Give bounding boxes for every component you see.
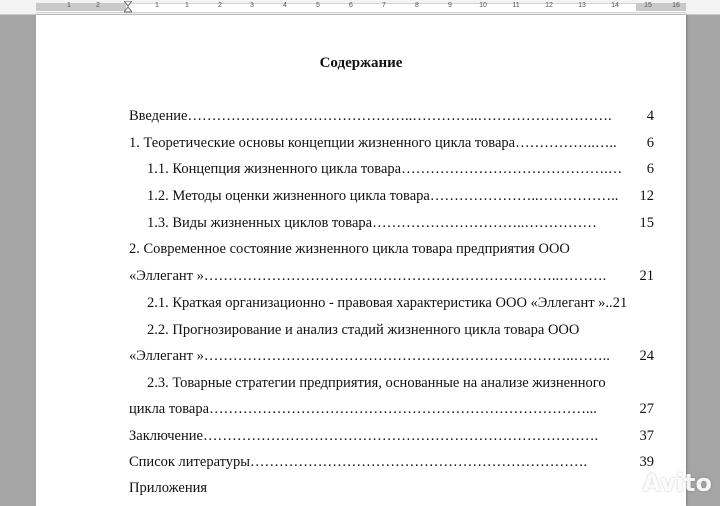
toc-entry[interactable] bbox=[147, 295, 627, 312]
toc-leader-dots: …………………..…………….. bbox=[429, 188, 619, 204]
ruler-number: 10 bbox=[479, 2, 487, 9]
indent-marker-icon[interactable] bbox=[124, 1, 132, 13]
toc-entry-text: 1. Теоретические основы концепции жизненного цикла товара bbox=[129, 135, 516, 151]
toc-leader-dots: ………………………………………………………………………. bbox=[202, 428, 599, 444]
ruler-number: 7 bbox=[382, 2, 386, 9]
toc-entry-text[interactable]: 2.3. Товарные стратегии предприятия, основанные на анализе жизненного bbox=[147, 375, 606, 391]
toc-entry[interactable] bbox=[129, 401, 654, 418]
toc-page-number: 4 bbox=[646, 108, 654, 124]
toc-entry[interactable] bbox=[129, 268, 654, 285]
toc-page-number: 6 bbox=[646, 135, 654, 151]
toc-entry-text: 2.1. Краткая организационно - правовая характеристика ООО «Эллегант ».. bbox=[147, 295, 613, 311]
toc-entry[interactable] bbox=[147, 161, 654, 178]
horizontal-ruler[interactable] bbox=[0, 0, 720, 15]
toc-leader-dots: …………………………………….… bbox=[401, 161, 623, 177]
toc-entry-text: 1.3. Виды жизненных циклов товара bbox=[147, 215, 373, 231]
ruler-number: 9 bbox=[448, 2, 452, 9]
ruler-number: 12 bbox=[545, 2, 553, 9]
ruler-number: 6 bbox=[349, 2, 353, 9]
ruler-number: 1 bbox=[185, 2, 189, 9]
ruler-number: 8 bbox=[415, 2, 419, 9]
toc-page-number: 39 bbox=[639, 454, 654, 470]
toc-entry-text: Список литературы bbox=[129, 454, 251, 470]
toc-entry-text: «Эллегант » bbox=[129, 348, 204, 364]
toc-entry-text: Введение bbox=[129, 108, 188, 124]
toc-entry[interactable] bbox=[129, 348, 654, 365]
toc-entry-text: цикла товара bbox=[129, 401, 210, 417]
toc-leader-dots: …………………………………………………………………..…….. bbox=[203, 348, 610, 364]
toc-leader-dots: ……………………………………………………………………... bbox=[209, 401, 597, 417]
toc-entry[interactable] bbox=[129, 454, 654, 471]
ruler-number: 2 bbox=[218, 2, 222, 9]
toc-leader-dots: ………………………………………………………………..………. bbox=[203, 268, 607, 284]
toc-entry-text[interactable]: 2.2. Прогнозирование и анализ стадий жизненного цикла товара ООО bbox=[147, 322, 580, 338]
toc-page-number: 27 bbox=[639, 401, 654, 417]
toc-entry[interactable] bbox=[129, 108, 654, 125]
toc-entry-text[interactable]: 2. Современное состояние жизненного цикла товара предприятия ООО bbox=[129, 241, 570, 257]
toc-entry[interactable] bbox=[129, 428, 654, 445]
document-page[interactable] bbox=[36, 15, 686, 506]
toc-leader-dots: ……………………………………………………………. bbox=[250, 454, 588, 470]
toc-title: Содержание bbox=[319, 55, 403, 71]
toc-entry[interactable] bbox=[147, 188, 654, 205]
ruler-track bbox=[36, 3, 686, 13]
ruler-number: 1 bbox=[67, 2, 71, 9]
toc-page-number: 6 bbox=[646, 161, 654, 177]
ruler-number: 16 bbox=[672, 2, 680, 9]
toc-page-number: 15 bbox=[639, 215, 654, 231]
toc-page-number: 12 bbox=[639, 188, 654, 204]
ruler-number: 4 bbox=[283, 2, 287, 9]
toc-entry[interactable] bbox=[129, 135, 654, 152]
toc-page-number: 24 bbox=[639, 348, 654, 364]
ruler-number: 2 bbox=[96, 2, 100, 9]
toc-entry-text: «Эллегант » bbox=[129, 268, 204, 284]
watermark-text: Avito bbox=[642, 469, 712, 497]
toc-page-number: 37 bbox=[639, 428, 654, 444]
avito-logo-icon bbox=[598, 468, 638, 498]
toc-page-number: 21 bbox=[639, 268, 654, 284]
ruler-number: 3 bbox=[250, 2, 254, 9]
ruler-number: 14 bbox=[611, 2, 619, 9]
toc-leader-dots: …………………………..…………… bbox=[372, 215, 597, 231]
ruler-number: 15 bbox=[644, 2, 652, 9]
toc-entry[interactable] bbox=[147, 215, 654, 232]
ruler-left-margin bbox=[36, 3, 126, 11]
toc-entry-text: 1.2. Методы оценки жизненного цикла товара bbox=[147, 188, 430, 204]
toc-leader-dots: ……………..….. bbox=[515, 135, 617, 151]
toc-entry-text: Заключение bbox=[129, 428, 203, 444]
toc-leader-dots: ………………………………………..…………..………………………. bbox=[187, 108, 612, 124]
ruler-number: 11 bbox=[512, 2, 520, 9]
toc-entry-text: 1.1. Концепция жизненного цикла товара bbox=[147, 161, 402, 177]
toc-entry-text[interactable]: Приложения bbox=[129, 480, 208, 496]
ruler-number: 13 bbox=[578, 2, 586, 9]
avito-watermark bbox=[598, 468, 712, 498]
toc-page-number: 21 bbox=[612, 295, 628, 311]
ruler-number: 1 bbox=[155, 2, 159, 9]
ruler-number: 5 bbox=[316, 2, 320, 9]
